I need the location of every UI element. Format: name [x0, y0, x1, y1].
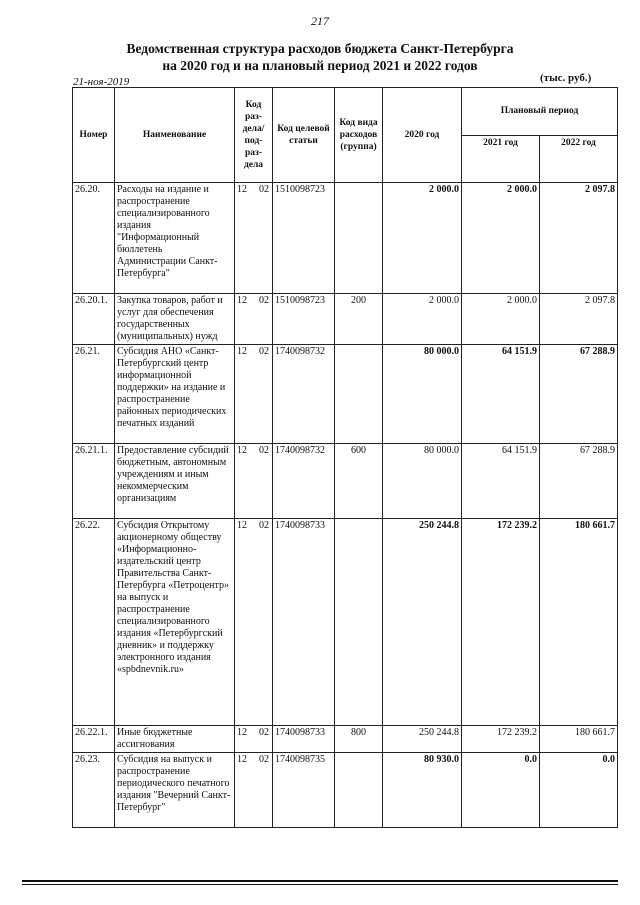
header-target: Код целевой статьи	[273, 88, 335, 183]
row-2022: 2 097.8	[540, 294, 618, 345]
document-title	[0, 40, 640, 74]
row-number: 26.22.1.	[73, 726, 115, 753]
document-date: 21-ноя-2019	[73, 76, 130, 88]
row-target: 1740098732	[273, 444, 335, 519]
section-code: 12	[237, 184, 247, 195]
header-number: Номер	[73, 88, 115, 183]
row-name: Субсидия на выпуск и распространение периодического печатного издания "Вечерний Санкт-Петербург"	[115, 753, 235, 828]
row-2021: 64 151.9	[462, 444, 540, 519]
header-2020: 2020 год	[383, 88, 462, 183]
units-label: (тыс. руб.)	[540, 72, 592, 84]
row-number: 26.21.	[73, 345, 115, 444]
table-row	[73, 294, 618, 345]
row-section	[235, 444, 273, 519]
row-expense-type	[335, 345, 383, 444]
section-code: 12	[237, 754, 247, 765]
section-code: 12	[237, 445, 247, 456]
row-2020: 80 930.0	[383, 753, 462, 828]
row-2021: 0.0	[462, 753, 540, 828]
title-line-2: на 2020 год и на плановый период 2021 и 2022 годов	[162, 58, 478, 73]
row-2020: 250 244.8	[383, 519, 462, 726]
header-2022: 2022 год	[540, 135, 618, 183]
row-name: Расходы на издание и распространение специализированного издания "Информационный бюллетень Администрации Санкт-Петербурга"	[115, 183, 235, 294]
page-number: 217	[311, 14, 329, 28]
row-name: Субсидия Открытому акционерному обществу «Информационно-издательский центр Правительства Санкт-Петербурга «Петроцентр» на выпуск и распространение специализированного издания «Петербургский дневник» и поддержку электронного издания «spbdnevnik.ru»	[115, 519, 235, 726]
row-2022: 67 288.9	[540, 345, 618, 444]
row-target: 1740098733	[273, 519, 335, 726]
row-section	[235, 753, 273, 828]
row-2021: 2 000.0	[462, 183, 540, 294]
subsection-code: 02	[259, 346, 269, 357]
row-number: 26.20.	[73, 183, 115, 294]
row-2021: 2 000.0	[462, 294, 540, 345]
row-2022: 2 097.8	[540, 183, 618, 294]
section-code: 12	[237, 520, 247, 531]
table-row	[73, 444, 618, 519]
row-expense-type: 200	[335, 294, 383, 345]
row-number: 26.22.	[73, 519, 115, 726]
row-target: 1510098723	[273, 183, 335, 294]
table-row	[73, 753, 618, 828]
row-target: 1510098723	[273, 294, 335, 345]
row-2021: 64 151.9	[462, 345, 540, 444]
subsection-code: 02	[259, 754, 269, 765]
row-number: 26.20.1.	[73, 294, 115, 345]
row-section	[235, 183, 273, 294]
row-2020: 80 000.0	[383, 345, 462, 444]
row-section	[235, 294, 273, 345]
subsection-code: 02	[259, 184, 269, 195]
row-target: 1740098735	[273, 753, 335, 828]
row-name: Иные бюджетные ассигнования	[115, 726, 235, 753]
subsection-code: 02	[259, 295, 269, 306]
row-expense-type	[335, 183, 383, 294]
row-number: 26.21.1.	[73, 444, 115, 519]
section-code: 12	[237, 346, 247, 357]
row-expense-type: 600	[335, 444, 383, 519]
row-2020: 2 000.0	[383, 294, 462, 345]
row-number: 26.23.	[73, 753, 115, 828]
subsection-code: 02	[259, 520, 269, 531]
bottom-rule	[22, 880, 618, 882]
table-row	[73, 726, 618, 753]
row-section	[235, 726, 273, 753]
row-name: Предоставление субсидий бюджетным, автономным учреждениям и иным некоммерческим организациям	[115, 444, 235, 519]
header-expense-type: Код вида расходов (группа)	[335, 88, 383, 183]
header-plan-period: Плановый период	[462, 88, 618, 136]
row-2021: 172 239.2	[462, 519, 540, 726]
row-2022: 180 661.7	[540, 519, 618, 726]
row-target: 1740098733	[273, 726, 335, 753]
section-code: 12	[237, 295, 247, 306]
row-2022: 0.0	[540, 753, 618, 828]
row-section	[235, 345, 273, 444]
table-row	[73, 519, 618, 726]
title-line-1: Ведомственная структура расходов бюджета Санкт-Петербурга	[126, 41, 514, 56]
row-2022: 180 661.7	[540, 726, 618, 753]
row-2020: 250 244.8	[383, 726, 462, 753]
header-name: Наименование	[115, 88, 235, 183]
row-name: Закупка товаров, работ и услуг для обеспечения государственных (муниципальных) нужд	[115, 294, 235, 345]
row-2022: 67 288.9	[540, 444, 618, 519]
header-section: Код раз-дела/ под-раз-дела	[235, 88, 273, 183]
row-expense-type	[335, 519, 383, 726]
budget-table	[72, 87, 618, 828]
bottom-rule-thin	[22, 884, 618, 885]
row-2020: 80 000.0	[383, 444, 462, 519]
row-2021: 172 239.2	[462, 726, 540, 753]
section-code: 12	[237, 727, 247, 738]
subsection-code: 02	[259, 445, 269, 456]
row-2020: 2 000.0	[383, 183, 462, 294]
row-target: 1740098732	[273, 345, 335, 444]
row-expense-type	[335, 753, 383, 828]
header-2021: 2021 год	[462, 135, 540, 183]
row-expense-type: 800	[335, 726, 383, 753]
row-section	[235, 519, 273, 726]
table-row	[73, 345, 618, 444]
row-name: Субсидия АНО «Санкт-Петербургский центр информационной поддержки» на издание и распространение районных периодических печатных изданий	[115, 345, 235, 444]
subsection-code: 02	[259, 727, 269, 738]
table-row	[73, 183, 618, 294]
